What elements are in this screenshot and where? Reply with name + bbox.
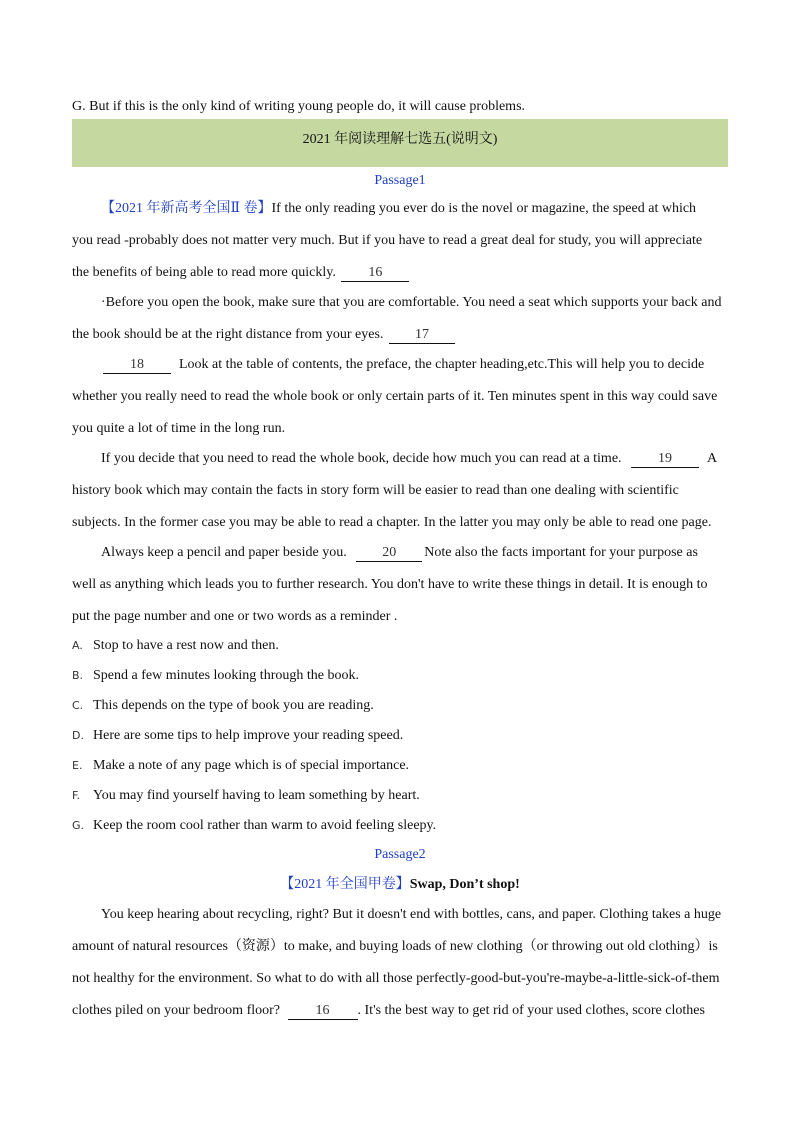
passage1-text: Always keep a pencil and paper beside you. xyxy=(101,545,347,560)
answer-blank-16[interactable]: 16 xyxy=(288,1002,358,1020)
top-option-g: G. But if this is the only kind of writing young people do, it will cause problems. xyxy=(72,99,526,114)
passage1-para1-line2: you read -probably does not matter very much. But if you have to read a great deal for study, you will appreciate xyxy=(72,233,703,248)
passage1-source: 【2021 年新高考全国Ⅱ 卷】 xyxy=(101,201,272,216)
passage1-text: Note also the facts important for your purpose as xyxy=(424,545,698,560)
passage1-text: If the only reading you ever do is the novel or magazine, the speed at which xyxy=(271,201,697,216)
option-d xyxy=(72,726,728,746)
option-letter: D. xyxy=(72,729,84,742)
option-letter: E. xyxy=(72,759,83,772)
option-a xyxy=(72,636,728,656)
passage1-para3-line3: you quite a lot of time in the long run. xyxy=(72,421,286,436)
option-b xyxy=(72,666,728,686)
option-e xyxy=(72,756,728,776)
passage1-para5-line1 xyxy=(101,543,728,563)
passage1-para5-line3: put the page number and one or two words as a reminder . xyxy=(72,609,398,624)
passage2-line1: You keep hearing about recycling, right? But it doesn't end with bottles, cans, and paper. Clothing takes a huge xyxy=(101,907,722,922)
passage2-text: . It's the best way to get rid of your used clothes, score clothes xyxy=(357,1003,705,1018)
option-f xyxy=(72,786,728,806)
option-letter: B. xyxy=(72,669,84,682)
passage2-title-line xyxy=(72,875,728,895)
passage2-line2: amount of natural resources（资源）to make, and buying loads of new clothing（or throwing out old clothing）is xyxy=(72,939,718,954)
passage1-text: the benefits of being able to read more quickly. xyxy=(72,265,336,280)
passage1-para1-line1 xyxy=(101,199,728,219)
passage1-para2-line1: ·Before you open the book, make sure that you are comfortable. You need a seat which supports your back and xyxy=(101,295,722,310)
passage2-text: clothes piled on your bedroom floor? xyxy=(72,1003,281,1018)
answer-blank-16[interactable]: 16 xyxy=(341,264,409,282)
passage1-para1-line3 xyxy=(72,263,728,283)
option-letter: G. xyxy=(72,819,85,832)
passage1-para3-line1 xyxy=(72,355,728,375)
option-text: Spend a few minutes looking through the book. xyxy=(93,668,359,683)
section-banner xyxy=(72,119,728,167)
passage2-title: Swap, Don’t shop! xyxy=(409,877,520,892)
passage2-source: 【2021 年全国甲卷】 xyxy=(280,877,410,892)
option-text: Make a note of any page which is of special importance. xyxy=(93,758,410,773)
passage1-text: If you decide that you need to read the whole book, decide how much you can read at a time. xyxy=(101,451,622,466)
option-c xyxy=(72,696,728,716)
option-letter: A. xyxy=(72,639,83,652)
passage1-text: A xyxy=(707,451,718,466)
passage2-line3: not healthy for the environment. So what to do with all those perfectly-good-but-you're-maybe-a-little-sick-of-them xyxy=(72,971,720,986)
passage2-line4 xyxy=(72,1001,728,1021)
passage1-text: the book should be at the right distance from your eyes. xyxy=(72,327,384,342)
option-text: Keep the room cool rather than warm to avoid feeling sleepy. xyxy=(93,818,437,833)
option-text: Stop to have a rest now and then. xyxy=(93,638,279,653)
option-text: Here are some tips to help improve your reading speed. xyxy=(93,728,404,743)
passage1-para4-line1 xyxy=(101,449,728,469)
answer-blank-18[interactable]: 18 xyxy=(103,356,171,374)
passage1-text: Look at the table of contents, the preface, the chapter heading,etc.This will help you to decide xyxy=(179,357,705,372)
answer-blank-17[interactable]: 17 xyxy=(389,326,455,344)
option-g xyxy=(72,816,728,836)
passage1-para4-line3: subjects. In the former case you may be able to read a chapter. In the latter you may only be able to read one page. xyxy=(72,515,712,530)
option-letter: F. xyxy=(72,789,81,802)
option-text: You may find yourself having to leam something by heart. xyxy=(93,788,420,803)
option-text: This depends on the type of book you are reading. xyxy=(93,698,374,713)
passage1-para3-line2: whether you really need to read the whole book or only certain parts of it. Ten minutes spent in this way could save xyxy=(72,389,718,404)
answer-blank-19[interactable]: 19 xyxy=(631,450,699,468)
option-letter: C. xyxy=(72,699,84,712)
passage1-para5-line2: well as anything which leads you to further research. You don't have to write these things in detail. It is enough to xyxy=(72,577,708,592)
passage1-heading: Passage1 xyxy=(374,173,426,188)
passage1-para2-line2 xyxy=(72,325,728,345)
passage1-para4-line2: history book which may contain the facts in story form will be easier to read than one dealing with scientific xyxy=(72,483,679,498)
passage2-heading: Passage2 xyxy=(374,847,426,862)
answer-blank-20[interactable]: 20 xyxy=(356,544,422,562)
section-title: 2021 年阅读理解七选五(说明文) xyxy=(302,132,498,147)
